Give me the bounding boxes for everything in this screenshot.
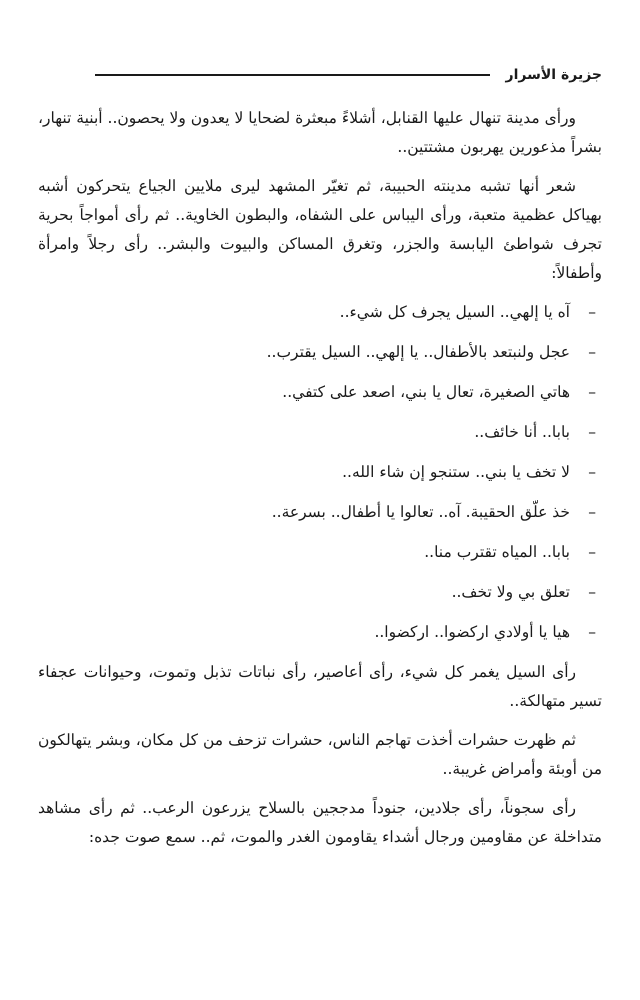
dialogue-text: بابا.. المياه تقترب منا..	[424, 543, 570, 561]
dialogue-text: آه يا إلهي.. السيل يجرف كل شيء..	[339, 303, 570, 321]
dialogue-line	[38, 458, 602, 487]
dialogue-dash: –	[588, 583, 596, 601]
dialogue-line	[38, 378, 602, 407]
paragraph: شعر أنها تشبه مدينته الحبيبة، ثم تغيّر المشهد ليرى ملايين الجياع يتحركون أشبه بهياكل عظمية متعبة، ورأى اليباس على الشفاه، والبطون الخاوية.. ثم رأى أمواجاً بحرية تجرف شواطئ اليابسة والجزر، وتغرق المساكن والبيوت والبشر.. رأى رجلاً وامرأة وأطفالاً:	[38, 177, 602, 282]
dialogue-line	[38, 338, 602, 367]
dialogue-list	[38, 298, 602, 647]
dialogue-dash: –	[588, 543, 596, 561]
dialogue-dash: –	[588, 303, 596, 321]
dialogue-line	[38, 298, 602, 327]
dialogue-line	[38, 538, 602, 567]
dialogue-dash: –	[588, 463, 596, 481]
dialogue-dash: –	[588, 423, 596, 441]
dialogue-line	[38, 578, 602, 607]
dialogue-dash: –	[588, 503, 596, 521]
dialogue-text: بابا.. أنا خائف..	[474, 423, 570, 441]
dialogue-text: عجل ولنبتعد بالأطفال.. يا إلهي.. السيل يقترب..	[266, 343, 570, 361]
dialogue-line	[38, 498, 602, 527]
dialogue-line	[38, 618, 602, 647]
dialogue-text: هاتي الصغيرة، تعال يا بني، اصعد على كتفي..	[282, 383, 570, 401]
dialogue-text: تعلق بي ولا تخف..	[451, 583, 570, 601]
dialogue-text: خذ علّق الحقيبة. آه.. تعالوا يا أطفال.. بسرعة..	[271, 503, 570, 521]
dialogue-dash: –	[588, 623, 596, 641]
paragraph: رأى السيل يغمر كل شيء، رأى أعاصير، رأى نباتات تذبل وتموت، وحيوانات عجفاء تسير متهالكة..	[38, 663, 602, 710]
page-body	[38, 104, 602, 862]
header-rule	[95, 74, 490, 76]
dialogue-text: لا تخف يا بني.. ستنجو إن شاء الله..	[342, 463, 570, 481]
paragraph: ثم ظهرت حشرات أخذت تهاجم الناس، حشرات تزحف من كل مكان، وبشر يتهالكون من أوبئة وأمراض غريبة..	[38, 731, 602, 778]
book-title: جزيرة الأسرار	[505, 67, 602, 83]
paragraph: ورأى مدينة تنهال عليها القنابل، أشلاءً مبعثرة لضحايا لا يعدون ولا يحصون.. أبنية تنهار، بشراً مذعورين يهربون مشتتين..	[38, 109, 602, 156]
running-header	[95, 60, 602, 90]
dialogue-dash: –	[588, 383, 596, 401]
dialogue-line	[38, 418, 602, 447]
dialogue-text: هيا يا أولادي اركضوا.. اركضوا..	[374, 623, 570, 641]
dialogue-dash: –	[588, 343, 596, 361]
paragraph: رأى سجوناً، رأى جلادين، جنوداً مدججين بالسلاح يزرعون الرعب.. ثم رأى مشاهد متداخلة عن مقاومين ورجال أشداء يقاومون الغدر والموت، ثم.. سمع صوت جده:	[38, 799, 602, 846]
